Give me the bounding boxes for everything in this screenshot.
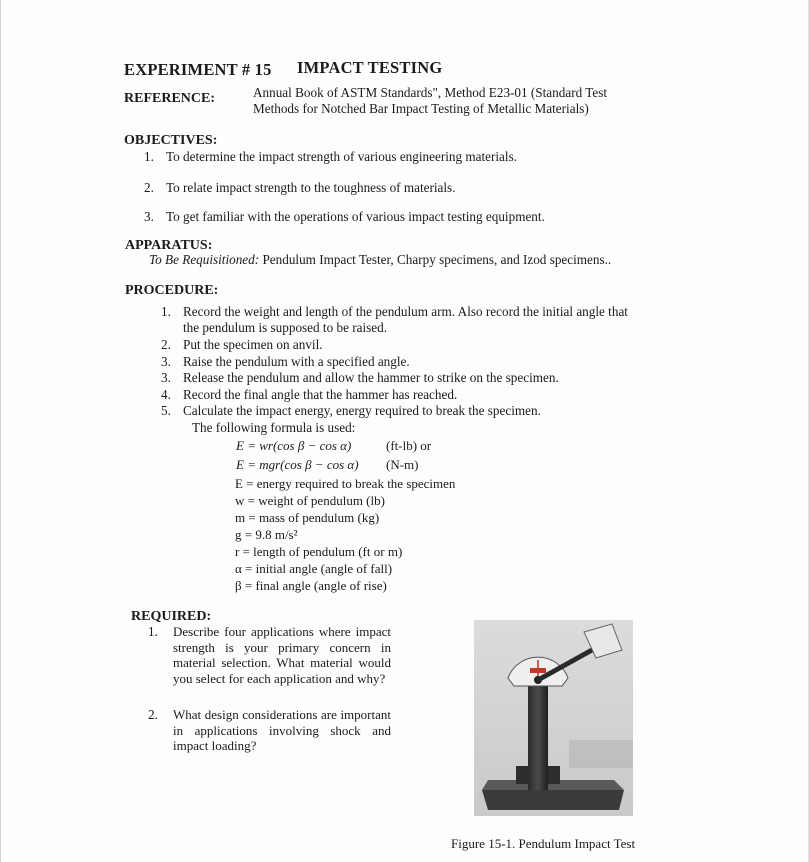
step-number: 5. [161, 403, 171, 418]
definition-final-angle: β = final angle (angle of rise) [235, 578, 387, 593]
step-number: 1. [161, 304, 171, 319]
definition-gravity: g = 9.8 m/s² [235, 527, 298, 542]
objective-item [144, 209, 545, 225]
step-number: 4. [161, 387, 171, 402]
formula-imperial-unit: (ft-lb) or [386, 438, 432, 453]
reference-label: REFERENCE: [124, 91, 216, 106]
procedure-step [161, 370, 559, 386]
procedure-step [161, 304, 628, 320]
objective-text: To determine the impact strength of various engineering materials. [166, 149, 517, 164]
apparatus-list: Pendulum Impact Tester, Charpy specimens, and Izod specimens.. [259, 252, 612, 267]
objective-text: To get familiar with the operations of various impact testing equipment. [166, 209, 545, 224]
formula-intro: The following formula is used: [192, 420, 356, 435]
step-text: Release the pendulum and allow the hammer to strike on the specimen. [183, 370, 559, 385]
procedure-step [161, 387, 457, 403]
formula-metric-unit: (N-m) [386, 457, 419, 472]
reference-line-2: Methods for Notched Bar Impact Testing of Metallic Materials) [253, 101, 589, 116]
required-item-1: Describe four applications where impact strength is your primary concern in material selection. What material would you select for each application and why? [173, 624, 391, 686]
procedure-step [161, 354, 410, 370]
objective-number: 2. [144, 180, 154, 195]
pendulum-tester-illustration [474, 620, 633, 816]
objectives-heading: OBJECTIVES: [124, 133, 218, 148]
step-text: Record the weight and length of the pendulum arm. Also record the initial angle that [183, 304, 628, 319]
procedure-heading: PROCEDURE: [125, 283, 219, 298]
pendulum-impact-tester-photo [474, 620, 633, 816]
required-heading: REQUIRED: [131, 609, 212, 624]
procedure-step-continuation: the pendulum is supposed to be raised. [183, 320, 388, 335]
figure-caption: Figure 15-1. Pendulum Impact Test [451, 836, 636, 851]
apparatus-heading: APPARATUS: [125, 238, 213, 253]
reference-line-1: Annual Book of ASTM Standards", Method E23-01 (Standard Test [253, 85, 608, 100]
objective-text: To relate impact strength to the toughness of materials. [166, 180, 456, 195]
objective-number: 1. [144, 149, 154, 164]
procedure-step [161, 403, 541, 419]
apparatus-text [149, 252, 611, 268]
required-item-2: What design considerations are important in applications involving shock and impact loading? [173, 707, 391, 753]
formula-metric: E = mgr(cos β − cos α) [236, 457, 359, 472]
objective-item [144, 149, 517, 165]
step-text: Calculate the impact energy, energy required to break the specimen. [183, 403, 541, 418]
definition-weight: w = weight of pendulum (lb) [235, 493, 385, 508]
definition-energy: E = energy required to break the specimen [235, 476, 456, 491]
step-text: Raise the pendulum with a specified angle. [183, 354, 410, 369]
objective-number: 3. [144, 209, 154, 224]
procedure-step [161, 337, 323, 353]
required-number: 2. [148, 707, 158, 722]
reference-text [253, 85, 693, 117]
step-number: 3. [161, 354, 171, 369]
page-title: IMPACT TESTING [297, 58, 443, 77]
apparatus-lead: To Be Requisitioned: [149, 252, 260, 267]
definition-mass: m = mass of pendulum (kg) [235, 510, 380, 525]
definition-length: r = length of pendulum (ft or m) [235, 544, 403, 559]
step-text: Put the specimen on anvil. [183, 337, 323, 352]
objective-item [144, 180, 456, 196]
required-number: 1. [148, 624, 158, 639]
experiment-label: EXPERIMENT # 15 [124, 60, 272, 79]
step-number: 3. [161, 370, 171, 385]
step-text: Record the final angle that the hammer has reached. [183, 387, 458, 402]
step-number: 2. [161, 337, 171, 352]
formula-imperial: E = wr(cos β − cos α) [236, 438, 352, 453]
definition-initial-angle: α = initial angle (angle of fall) [235, 561, 393, 576]
